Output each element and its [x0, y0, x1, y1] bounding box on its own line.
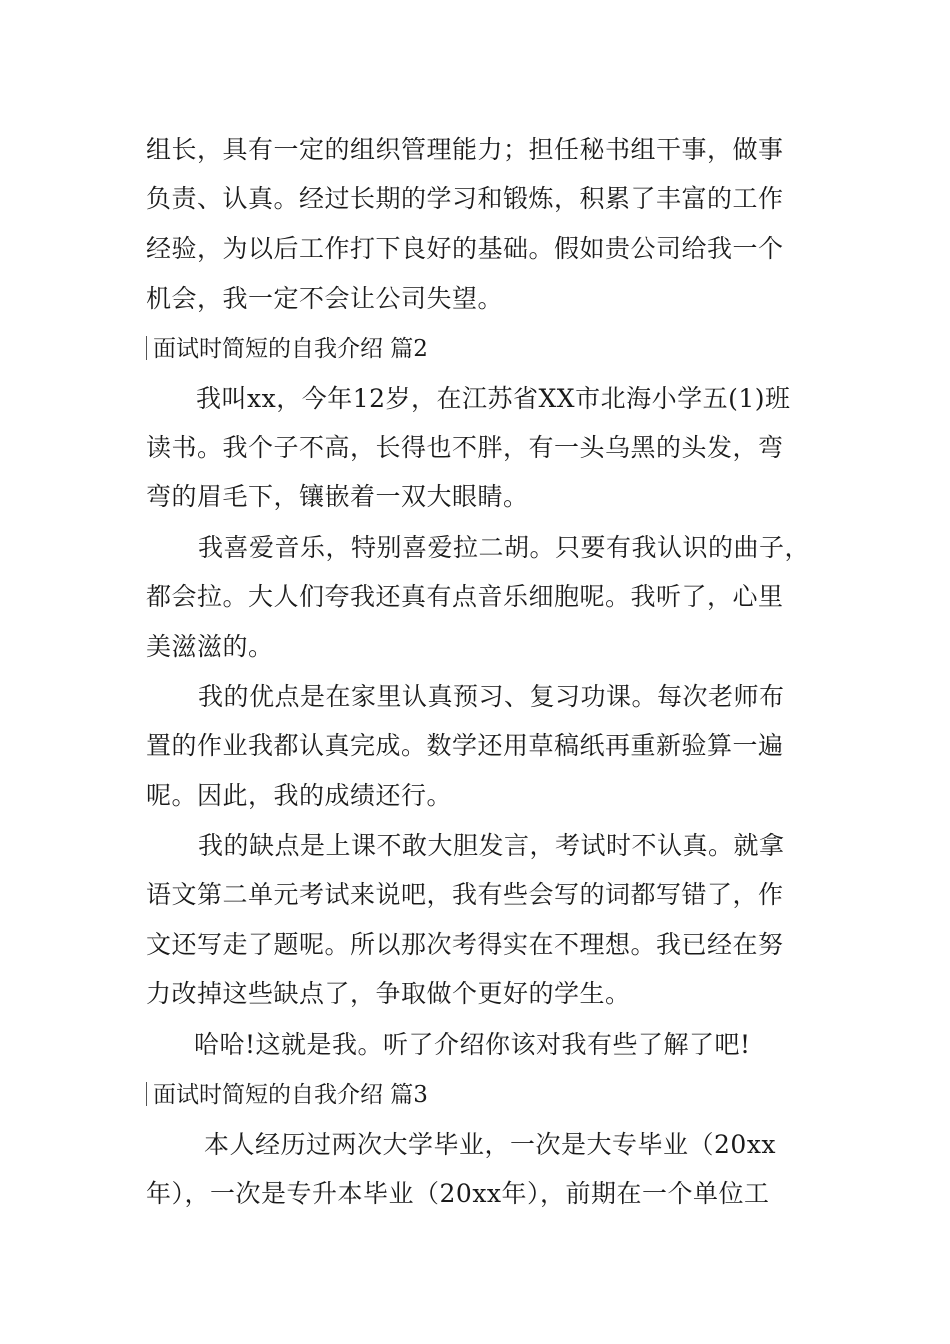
paragraph-line: 置的作业我都认真完成。数学还用草稿纸再重新验算一遍	[146, 731, 784, 760]
paragraph-line: 都会拉。大人们夸我还真有点音乐细胞呢。我听了，心里	[146, 582, 784, 611]
section-heading-2	[146, 334, 428, 364]
section-heading-3	[146, 1080, 428, 1110]
paragraph-line: 语文第二单元考试来说吧，我有些会写的词都写错了，作	[146, 880, 784, 909]
paragraph-line: 力改掉这些缺点了，争取做个更好的学生。	[146, 979, 631, 1008]
heading-marker	[146, 336, 147, 360]
heading-text: 面试时简短的自我介绍 篇3	[153, 1082, 428, 1108]
paragraph-line: 弯的眉毛下，镶嵌着一双大眼睛。	[146, 482, 529, 511]
paragraph-line: 本人经历过两次大学毕业，一次是大专毕业（20xx	[204, 1130, 777, 1159]
paragraph-line: 读书。我个子不高，长得也不胖，有一头乌黑的头发，弯	[146, 433, 784, 462]
paragraph-line: 年），一次是专升本毕业（20xx年），前期在一个单位工	[146, 1179, 770, 1208]
paragraph-line: 文还写走了题呢。所以那次考得实在不理想。我已经在努	[146, 930, 784, 959]
paragraph-line: 我叫xx，今年12岁，在江苏省XX市北海小学五(1)班	[196, 384, 791, 413]
paragraph-line: 我喜爱音乐，特别喜爱拉二胡。只要有我认识的曲子，	[198, 533, 811, 562]
paragraph-line: 我的缺点是上课不敢大胆发言，考试时不认真。就拿	[198, 831, 785, 860]
heading-text: 面试时简短的自我介绍 篇2	[153, 336, 428, 362]
paragraph-line: 经验，为以后工作打下良好的基础。假如贵公司给我一个	[146, 234, 784, 263]
paragraph-line: 呢。因此，我的成绩还行。	[146, 781, 453, 810]
paragraph-line: 美滋滋的。	[146, 632, 274, 661]
paragraph-line: 我的优点是在家里认真预习、复习功课。每次老师布	[198, 682, 785, 711]
paragraph-line: 哈哈!这就是我。听了介绍你该对我有些了解了吧!	[194, 1030, 751, 1059]
heading-marker	[146, 1082, 147, 1106]
paragraph-line: 负责、认真。经过长期的学习和锻炼，积累了丰富的工作	[146, 184, 784, 213]
paragraph-line: 机会，我一定不会让公司失望。	[146, 284, 504, 313]
paragraph-line: 组长，具有一定的组织管理能力；担任秘书组干事，做事	[146, 135, 784, 164]
